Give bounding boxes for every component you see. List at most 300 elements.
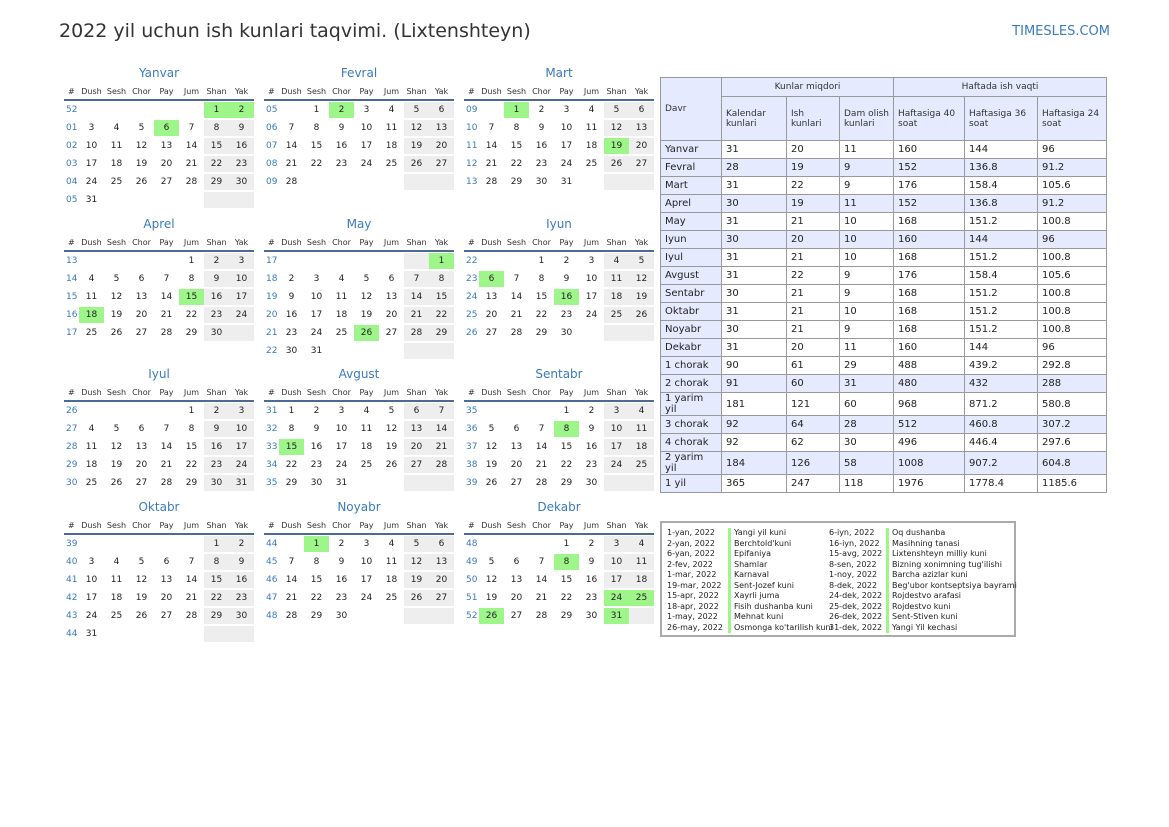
day-cell: 17	[360, 141, 373, 151]
value-cell: 144	[965, 339, 1038, 357]
week-number: 10	[466, 123, 478, 133]
col-header: Ish kunlari	[787, 97, 840, 141]
week-number: 27	[66, 424, 78, 434]
day-cell: 29	[560, 611, 573, 621]
period-cell: Aprel	[661, 195, 722, 213]
day-cell	[229, 325, 254, 341]
week-number: 42	[66, 593, 78, 603]
day-cell: 25	[85, 478, 98, 488]
weekday-label: Shan	[206, 387, 227, 397]
day-cell: 15	[310, 141, 323, 151]
day-cell: 15	[560, 442, 573, 452]
day-cell: 10	[360, 123, 373, 133]
day-cell: 28	[160, 478, 173, 488]
weekday-label: Sesh	[506, 387, 527, 397]
weekday-label: Jum	[383, 86, 400, 96]
day-cell: 2	[563, 256, 570, 266]
value-cell: 144	[965, 141, 1038, 159]
weekday-label: #	[268, 86, 275, 96]
day-cell	[354, 174, 379, 190]
value-cell: 121	[787, 393, 840, 416]
day-cell: 23	[310, 460, 323, 470]
day-cell: 3	[588, 256, 595, 266]
week-number: 13	[466, 177, 478, 187]
month-name: Iyun	[546, 217, 572, 231]
value-cell: 151.2	[965, 285, 1038, 303]
weekday-label: Pay	[359, 387, 374, 397]
day-cell: 2	[288, 274, 295, 284]
day-cell: 28	[429, 457, 454, 473]
day-cell: 23	[204, 457, 229, 473]
holiday-day-cell: 1	[204, 102, 229, 118]
day-cell: 23	[585, 460, 598, 470]
weekday-label: #	[268, 387, 275, 397]
day-cell: 2	[313, 406, 320, 416]
holiday-date: 1-mar, 2022	[667, 570, 717, 579]
week-row	[64, 420, 254, 438]
week-number: 22	[466, 256, 478, 266]
holiday-name: Yangi yil kuni	[728, 528, 833, 539]
day-cell: 12	[485, 575, 498, 585]
day-cell	[129, 626, 154, 642]
day-cell: 16	[335, 141, 348, 151]
day-cell: 4	[113, 557, 120, 567]
day-cell	[279, 536, 304, 552]
day-cell	[354, 343, 379, 359]
holiday-day-cell: 1	[504, 102, 529, 118]
weekday-label: Pay	[359, 520, 374, 530]
summary-row	[661, 141, 1107, 159]
week-number: 40	[66, 557, 78, 567]
week-number: 13	[66, 256, 78, 266]
day-cell: 4	[113, 123, 120, 133]
day-cell: 30	[585, 478, 598, 488]
day-cell: 20	[629, 138, 654, 154]
week-row	[264, 342, 454, 360]
weekday-label: Shan	[406, 387, 427, 397]
day-cell: 7	[163, 274, 170, 284]
day-cell: 22	[204, 590, 229, 606]
month-calendar	[464, 63, 654, 191]
day-cell: 23	[204, 307, 229, 323]
week-row	[64, 306, 254, 324]
day-cell: 17	[229, 289, 254, 305]
value-cell: 151.2	[965, 249, 1038, 267]
day-cell: 25	[629, 457, 654, 473]
day-cell: 20	[510, 593, 523, 603]
day-cell: 5	[404, 536, 429, 552]
day-cell: 29	[310, 611, 323, 621]
day-cell: 8	[288, 424, 295, 434]
week-number: 26	[66, 406, 78, 416]
day-cell: 30	[335, 611, 348, 621]
day-cell: 22	[535, 310, 548, 320]
day-cell: 1	[313, 105, 320, 115]
day-cell: 24	[560, 159, 573, 169]
week-row	[264, 553, 454, 571]
week-number: 22	[266, 346, 278, 356]
holiday-date: 16-iyn, 2022	[829, 538, 880, 548]
value-cell: 176	[894, 177, 965, 195]
day-cell: 30	[204, 475, 229, 491]
day-cell	[154, 192, 179, 208]
week-number: 09	[466, 105, 478, 115]
day-cell: 18	[110, 593, 123, 603]
value-cell: 151.2	[965, 303, 1038, 321]
week-row	[464, 402, 654, 420]
day-cell: 11	[604, 271, 629, 287]
week-row	[464, 535, 654, 553]
summary-row	[661, 231, 1107, 249]
weekday-label: Shan	[206, 520, 227, 530]
day-cell	[529, 536, 554, 552]
week-number: 20	[266, 310, 278, 320]
value-cell: 9	[840, 285, 894, 303]
day-cell: 22	[560, 460, 573, 470]
weekday-label: Sesh	[306, 237, 327, 247]
week-number: 02	[66, 141, 78, 151]
day-cell: 22	[204, 156, 229, 172]
summary-row	[661, 303, 1107, 321]
day-cell	[154, 403, 179, 419]
day-cell	[404, 253, 429, 269]
day-cell: 5	[113, 274, 120, 284]
day-cell: 19	[135, 593, 148, 603]
day-cell: 1	[204, 536, 229, 552]
week-number: 06	[266, 123, 278, 133]
week-number: 46	[266, 575, 278, 585]
day-cell: 13	[160, 575, 173, 585]
day-cell: 19	[485, 460, 498, 470]
weekday-label: Shan	[406, 237, 427, 247]
day-cell	[279, 102, 304, 118]
day-cell: 6	[138, 424, 145, 434]
day-cell: 26	[385, 460, 398, 470]
day-cell: 19	[629, 289, 654, 305]
day-cell: 3	[88, 123, 95, 133]
month-name: Dekabr	[537, 500, 581, 514]
day-cell: 3	[604, 403, 629, 419]
week-row	[464, 607, 654, 625]
day-cell: 11	[110, 575, 123, 585]
day-cell: 25	[385, 159, 398, 169]
day-cell: 31	[85, 195, 98, 205]
value-cell: 19	[787, 159, 840, 177]
weekday-header	[264, 384, 454, 402]
day-cell	[404, 608, 429, 624]
value-cell: 151.2	[965, 321, 1038, 339]
value-cell: 158.4	[965, 267, 1038, 285]
weekday-label: Dush	[481, 520, 502, 530]
day-cell: 13	[429, 120, 454, 136]
day-cell: 6	[629, 102, 654, 118]
day-cell: 3	[363, 105, 370, 115]
week-number: 12	[466, 159, 478, 169]
day-cell: 24	[310, 328, 323, 338]
weekday-label: Jum	[183, 387, 200, 397]
period-cell: Iyul	[661, 249, 722, 267]
week-number: 17	[266, 256, 278, 266]
day-cell: 12	[604, 120, 629, 136]
week-number: 25	[466, 310, 478, 320]
day-cell: 26	[110, 328, 123, 338]
value-cell: 168	[894, 303, 965, 321]
day-cell: 9	[588, 557, 595, 567]
day-cell: 21	[285, 593, 298, 603]
day-cell: 27	[510, 611, 523, 621]
value-cell: 907.2	[965, 452, 1038, 475]
day-cell: 27	[629, 156, 654, 172]
brand-link[interactable]: TIMESLES.COM	[1012, 24, 1110, 39]
day-cell	[504, 536, 529, 552]
day-cell	[579, 174, 604, 190]
day-cell: 3	[604, 536, 629, 552]
value-cell: 31	[722, 339, 787, 357]
day-cell: 7	[513, 274, 520, 284]
day-cell: 6	[404, 403, 429, 419]
weekday-label: Sesh	[506, 86, 527, 96]
day-cell: 6	[429, 102, 454, 118]
col-header: Haftasiga 36 soat	[965, 97, 1038, 141]
weekday-label: Shan	[406, 86, 427, 96]
day-cell	[104, 403, 129, 419]
holiday-names-column	[886, 528, 1017, 633]
week-number: 24	[466, 292, 478, 302]
week-number: 51	[466, 593, 478, 603]
day-cell: 6	[138, 274, 145, 284]
day-cell: 8	[204, 554, 229, 570]
value-cell: 11	[840, 195, 894, 213]
day-cell	[104, 253, 129, 269]
weekday-label: Yak	[634, 237, 649, 247]
month-calendar	[64, 63, 254, 209]
day-cell	[79, 253, 104, 269]
value-cell: 496	[894, 434, 965, 452]
weekday-label: Pay	[159, 520, 174, 530]
value-cell: 90	[722, 357, 787, 375]
day-cell	[204, 192, 229, 208]
value-cell: 176	[894, 267, 965, 285]
weekday-label: Pay	[359, 237, 374, 247]
week-row	[64, 252, 254, 270]
day-cell: 16	[535, 141, 548, 151]
weekday-label: Yak	[434, 86, 449, 96]
day-cell	[429, 608, 454, 624]
summary-row	[661, 434, 1107, 452]
day-cell: 21	[285, 159, 298, 169]
week-number: 36	[466, 424, 478, 434]
day-cell: 19	[385, 442, 398, 452]
value-cell: 30	[722, 231, 787, 249]
value-cell: 160	[894, 339, 965, 357]
day-cell	[354, 253, 379, 269]
day-cell: 20	[135, 460, 148, 470]
summary-row	[661, 267, 1107, 285]
day-cell: 1	[188, 406, 195, 416]
weekday-label: Chor	[532, 237, 551, 247]
week-row	[264, 456, 454, 474]
weekday-label: #	[68, 237, 75, 247]
day-cell: 14	[485, 141, 498, 151]
day-cell	[304, 253, 329, 269]
value-cell: 604.8	[1038, 452, 1107, 475]
day-cell: 20	[510, 460, 523, 470]
day-cell: 1	[563, 539, 570, 549]
holiday-name: Lixtenshteyn milliy kuni	[886, 549, 1017, 560]
day-cell: 11	[85, 442, 98, 452]
weekday-header	[464, 384, 654, 402]
holiday-names-column	[728, 528, 833, 633]
day-cell: 27	[160, 177, 173, 187]
weekday-label: Chor	[332, 520, 351, 530]
holiday-date: 26-dek, 2022	[829, 612, 883, 621]
value-cell: 480	[894, 375, 965, 393]
day-cell: 8	[313, 557, 320, 567]
day-cell: 28	[404, 325, 429, 341]
day-cell	[479, 536, 504, 552]
value-cell: 152	[894, 159, 965, 177]
week-row	[464, 553, 654, 571]
weekday-label: Dush	[81, 237, 102, 247]
weekday-label: Pay	[159, 86, 174, 96]
day-cell	[479, 403, 504, 419]
holiday-name: Beg'ubor kontseptsiya bayrami	[886, 581, 1017, 592]
summary-row	[661, 416, 1107, 434]
col-header: Dam olish kunlari	[840, 97, 894, 141]
day-cell: 30	[560, 328, 573, 338]
period-cell: Fevral	[661, 159, 722, 177]
day-cell	[104, 536, 129, 552]
day-cell	[404, 343, 429, 359]
day-cell: 7	[288, 557, 295, 567]
weekday-label: Yak	[434, 237, 449, 247]
weekday-label: Yak	[234, 86, 249, 96]
day-cell: 9	[588, 424, 595, 434]
weekday-header	[64, 384, 254, 402]
week-row	[64, 607, 254, 625]
weekday-label: Dush	[81, 387, 102, 397]
value-cell: 10	[840, 213, 894, 231]
value-cell: 136.8	[965, 159, 1038, 177]
value-cell: 168	[894, 213, 965, 231]
weekday-label: Sesh	[506, 520, 527, 530]
value-cell: 9	[840, 159, 894, 177]
day-cell	[379, 174, 404, 190]
day-cell	[354, 475, 379, 491]
day-cell: 31	[560, 177, 573, 187]
month-name: Yanvar	[138, 66, 180, 80]
day-cell: 23	[535, 159, 548, 169]
day-cell: 18	[629, 439, 654, 455]
week-number: 14	[66, 274, 78, 284]
day-cell	[429, 343, 454, 359]
day-cell: 4	[388, 539, 395, 549]
day-cell: 2	[204, 253, 229, 269]
value-cell: 184	[722, 452, 787, 475]
weekday-label: Jum	[383, 237, 400, 247]
value-cell: 91.2	[1038, 195, 1107, 213]
week-row	[64, 270, 254, 288]
summary-row	[661, 285, 1107, 303]
day-cell: 14	[285, 141, 298, 151]
month-calendar	[464, 214, 654, 342]
day-cell: 17	[585, 292, 598, 302]
value-cell: 60	[787, 375, 840, 393]
holiday-name: Fisih dushanba kuni	[728, 602, 833, 613]
week-row	[264, 607, 454, 625]
weekday-header	[264, 234, 454, 252]
week-row	[464, 438, 654, 456]
value-cell: 118	[840, 475, 894, 493]
day-cell: 12	[385, 424, 398, 434]
week-row	[64, 402, 254, 420]
day-cell: 18	[335, 310, 348, 320]
day-cell: 16	[229, 572, 254, 588]
value-cell: 297.6	[1038, 434, 1107, 452]
day-cell: 4	[338, 274, 345, 284]
day-cell: 4	[629, 536, 654, 552]
day-cell: 2	[204, 403, 229, 419]
day-cell: 10	[585, 274, 598, 284]
weekday-label: Shan	[606, 387, 627, 397]
day-cell: 30	[310, 478, 323, 488]
holiday-day-cell: 26	[479, 608, 504, 624]
day-cell	[179, 102, 204, 118]
month-name: May	[346, 217, 372, 231]
month-calendar	[264, 63, 454, 191]
day-cell: 21	[160, 310, 173, 320]
value-cell: 151.2	[965, 213, 1038, 231]
day-cell: 20	[160, 159, 173, 169]
day-cell: 20	[160, 593, 173, 603]
month-calendar	[264, 214, 454, 360]
day-cell	[179, 626, 204, 642]
weekday-label: Shan	[406, 520, 427, 530]
day-cell: 4	[88, 274, 95, 284]
day-cell: 14	[535, 575, 548, 585]
day-cell: 17	[604, 572, 629, 588]
week-row	[264, 288, 454, 306]
day-cell: 10	[335, 424, 348, 434]
value-cell: 288	[1038, 375, 1107, 393]
week-row	[64, 324, 254, 342]
holiday-date: 2-fev, 2022	[667, 559, 713, 569]
day-cell: 29	[510, 177, 523, 187]
col-header: Kalendar kunlari	[722, 97, 787, 141]
weekday-label: #	[68, 520, 75, 530]
day-cell: 29	[204, 608, 229, 624]
holiday-name: Berchtold'kuni	[728, 539, 833, 550]
week-row	[64, 625, 254, 643]
week-number: 39	[66, 539, 78, 549]
holiday-day-cell: 24	[604, 590, 629, 606]
day-cell	[154, 253, 179, 269]
weekday-header	[64, 83, 254, 101]
weekday-label: Pay	[559, 86, 574, 96]
day-cell: 14	[185, 141, 198, 151]
day-cell: 26	[485, 478, 498, 488]
day-cell: 12	[404, 554, 429, 570]
weekday-label: Sesh	[306, 86, 327, 96]
weekday-label: Dush	[281, 387, 302, 397]
day-cell: 31	[229, 475, 254, 491]
period-header: Davr	[661, 78, 722, 141]
value-cell: 64	[787, 416, 840, 434]
day-cell: 13	[510, 575, 523, 585]
week-number: 09	[266, 177, 278, 187]
holiday-name: Rojdestvo kuni	[886, 602, 1017, 613]
value-cell: 20	[787, 231, 840, 249]
